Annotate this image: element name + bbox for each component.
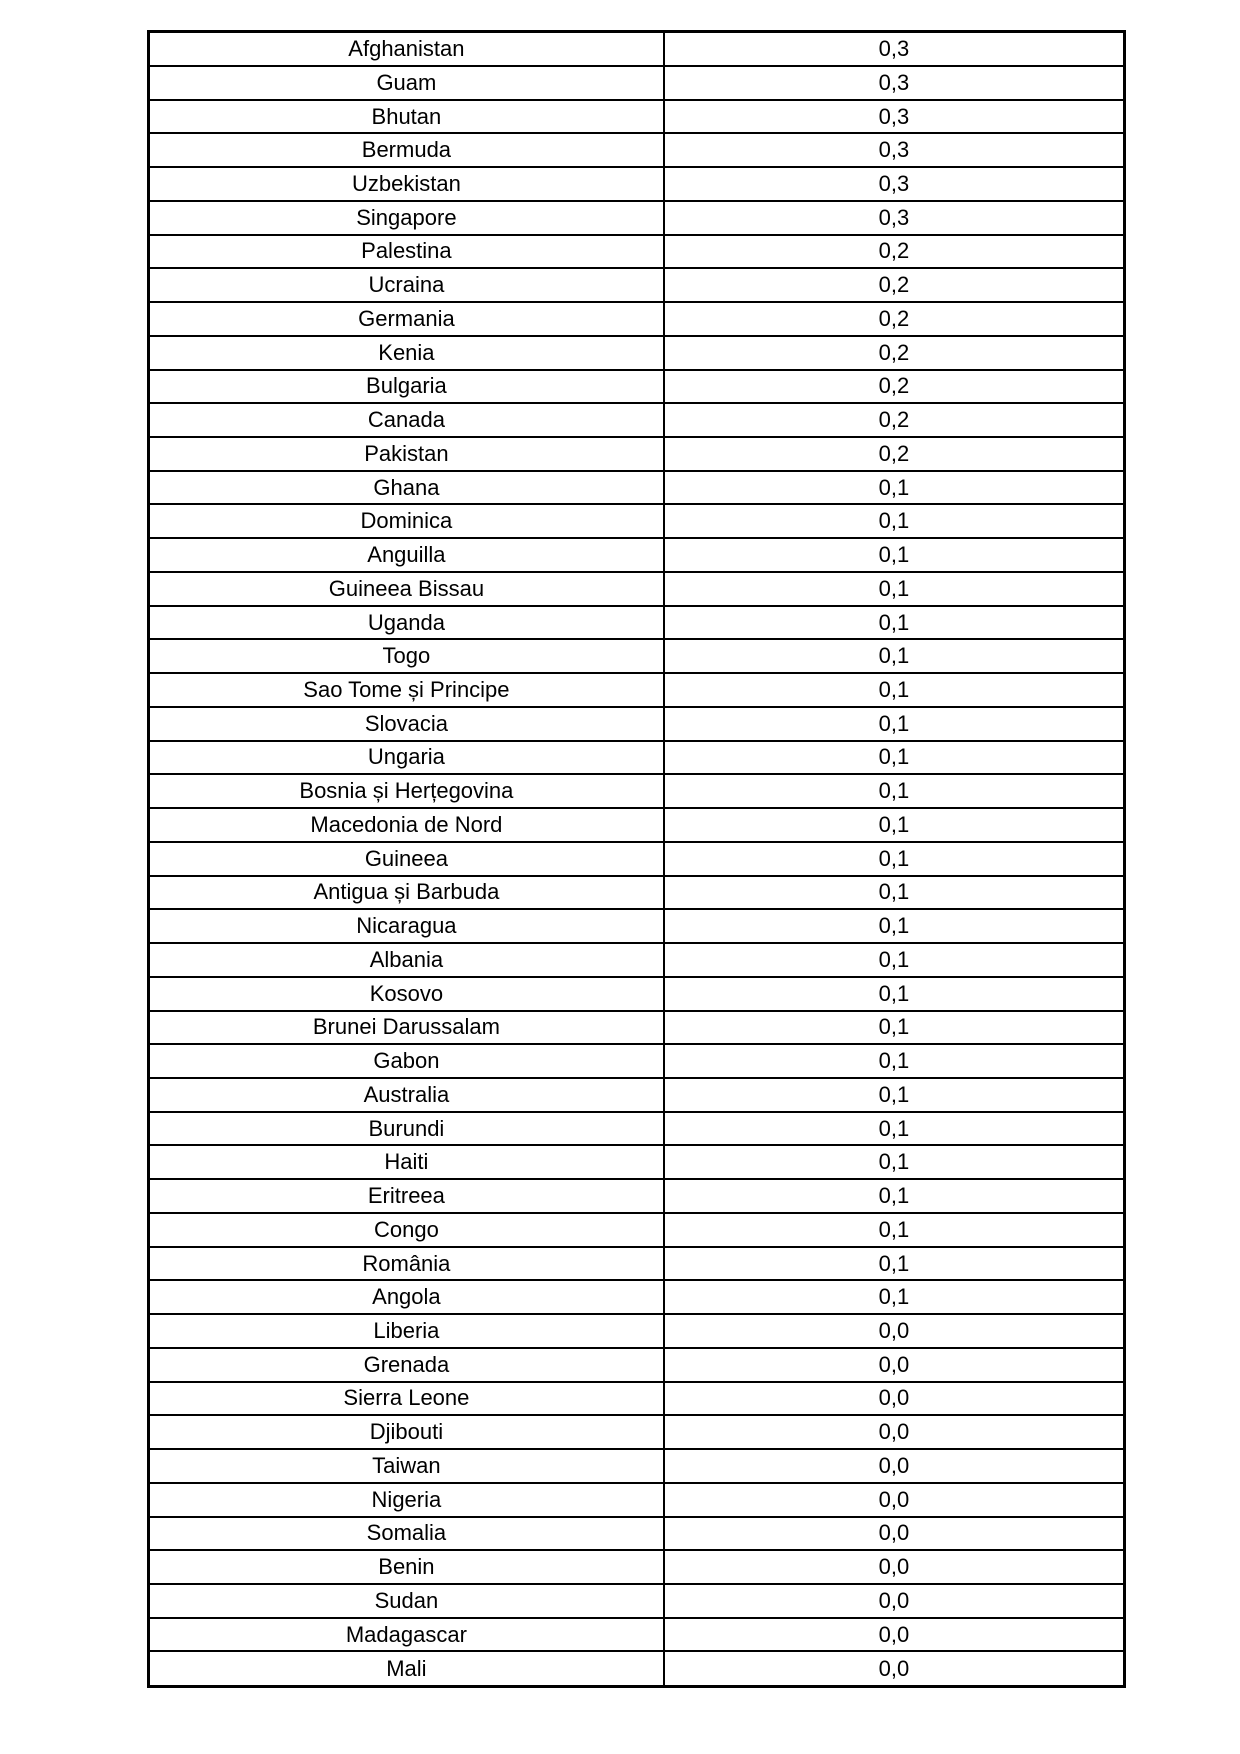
value-cell: 0,1 (664, 1011, 1125, 1045)
country-cell: Kosovo (149, 977, 664, 1011)
country-cell: Liberia (149, 1314, 664, 1348)
value-cell: 0,3 (664, 100, 1125, 134)
value-cell: 0,1 (664, 774, 1125, 808)
country-cell: Bosnia și Herțegovina (149, 774, 664, 808)
table-row (149, 403, 1125, 437)
country-cell: Ghana (149, 471, 664, 505)
country-cell: Bulgaria (149, 370, 664, 404)
table-row (149, 133, 1125, 167)
value-cell: 0,1 (664, 1247, 1125, 1281)
country-cell: Sierra Leone (149, 1382, 664, 1416)
table-body (149, 32, 1125, 1687)
country-cell: Pakistan (149, 437, 664, 471)
country-cell: Sudan (149, 1584, 664, 1618)
value-cell: 0,3 (664, 32, 1125, 66)
country-cell: Taiwan (149, 1449, 664, 1483)
value-cell: 0,1 (664, 673, 1125, 707)
table-row (149, 1550, 1125, 1584)
country-cell: Macedonia de Nord (149, 808, 664, 842)
table-row (149, 1145, 1125, 1179)
country-cell: Germania (149, 302, 664, 336)
value-cell: 0,0 (664, 1517, 1125, 1551)
value-cell: 0,1 (664, 1078, 1125, 1112)
country-cell: Grenada (149, 1348, 664, 1382)
value-cell: 0,3 (664, 167, 1125, 201)
table-row (149, 876, 1125, 910)
country-cell: Benin (149, 1550, 664, 1584)
table-row (149, 370, 1125, 404)
country-cell: Burundi (149, 1112, 664, 1146)
table-row (149, 1618, 1125, 1652)
value-cell: 0,1 (664, 1213, 1125, 1247)
country-cell: Dominica (149, 504, 664, 538)
table-row (149, 977, 1125, 1011)
value-cell: 0,1 (664, 471, 1125, 505)
value-cell: 0,1 (664, 1044, 1125, 1078)
table-row (149, 1651, 1125, 1686)
value-cell: 0,2 (664, 268, 1125, 302)
value-cell: 0,1 (664, 876, 1125, 910)
table-row (149, 1348, 1125, 1382)
country-cell: Angola (149, 1280, 664, 1314)
country-cell: Haiti (149, 1145, 664, 1179)
country-cell: Albania (149, 943, 664, 977)
country-cell: Kenia (149, 336, 664, 370)
table-row (149, 437, 1125, 471)
value-cell: 0,1 (664, 538, 1125, 572)
value-cell: 0,0 (664, 1348, 1125, 1382)
table-row (149, 1078, 1125, 1112)
table-row (149, 268, 1125, 302)
value-cell: 0,3 (664, 66, 1125, 100)
table-row (149, 538, 1125, 572)
country-cell: Anguilla (149, 538, 664, 572)
country-cell: Ucraina (149, 268, 664, 302)
table-row (149, 1483, 1125, 1517)
value-cell: 0,1 (664, 943, 1125, 977)
table-row (149, 808, 1125, 842)
table-row (149, 100, 1125, 134)
value-cell: 0,1 (664, 1112, 1125, 1146)
table-row (149, 1415, 1125, 1449)
country-value-table (147, 30, 1126, 1688)
country-cell: Brunei Darussalam (149, 1011, 664, 1045)
table-row (149, 1280, 1125, 1314)
country-cell: Singapore (149, 201, 664, 235)
value-cell: 0,2 (664, 370, 1125, 404)
table-row (149, 741, 1125, 775)
value-cell: 0,1 (664, 808, 1125, 842)
value-cell: 0,0 (664, 1382, 1125, 1416)
table-row (149, 66, 1125, 100)
country-cell: Ungaria (149, 741, 664, 775)
country-cell: Guineea Bissau (149, 572, 664, 606)
table-row (149, 302, 1125, 336)
value-cell: 0,1 (664, 977, 1125, 1011)
country-cell: Uganda (149, 606, 664, 640)
value-cell: 0,0 (664, 1449, 1125, 1483)
country-cell: Mali (149, 1651, 664, 1686)
country-cell: Djibouti (149, 1415, 664, 1449)
table-row (149, 943, 1125, 977)
value-cell: 0,0 (664, 1415, 1125, 1449)
country-cell: Guineea (149, 842, 664, 876)
value-cell: 0,3 (664, 133, 1125, 167)
country-cell: Antigua și Barbuda (149, 876, 664, 910)
country-cell: Somalia (149, 1517, 664, 1551)
value-cell: 0,1 (664, 741, 1125, 775)
table-row (149, 1247, 1125, 1281)
value-cell: 0,0 (664, 1483, 1125, 1517)
country-cell: Gabon (149, 1044, 664, 1078)
table-row (149, 1382, 1125, 1416)
country-cell: Slovacia (149, 707, 664, 741)
value-cell: 0,1 (664, 909, 1125, 943)
value-cell: 0,1 (664, 1145, 1125, 1179)
value-cell: 0,1 (664, 504, 1125, 538)
country-cell: Nicaragua (149, 909, 664, 943)
value-cell: 0,1 (664, 606, 1125, 640)
country-cell: Sao Tome și Principe (149, 673, 664, 707)
value-cell: 0,1 (664, 842, 1125, 876)
country-cell: Nigeria (149, 1483, 664, 1517)
country-cell: Eritreea (149, 1179, 664, 1213)
value-cell: 0,2 (664, 235, 1125, 269)
country-cell: Madagascar (149, 1618, 664, 1652)
table-row (149, 201, 1125, 235)
table-row (149, 639, 1125, 673)
table-row (149, 1584, 1125, 1618)
table-row (149, 572, 1125, 606)
table-row (149, 1011, 1125, 1045)
value-cell: 0,3 (664, 201, 1125, 235)
value-cell: 0,0 (664, 1314, 1125, 1348)
table-row (149, 1112, 1125, 1146)
country-cell: Canada (149, 403, 664, 437)
table-row (149, 1179, 1125, 1213)
value-cell: 0,2 (664, 336, 1125, 370)
value-cell: 0,0 (664, 1584, 1125, 1618)
table-row (149, 167, 1125, 201)
country-cell: Bermuda (149, 133, 664, 167)
country-cell: Uzbekistan (149, 167, 664, 201)
value-cell: 0,2 (664, 302, 1125, 336)
value-cell: 0,1 (664, 1280, 1125, 1314)
table-row (149, 606, 1125, 640)
table-row (149, 673, 1125, 707)
table-row (149, 336, 1125, 370)
table-row (149, 1517, 1125, 1551)
table-row (149, 504, 1125, 538)
value-cell: 0,2 (664, 437, 1125, 471)
country-cell: Togo (149, 639, 664, 673)
table-row (149, 1449, 1125, 1483)
value-cell: 0,0 (664, 1651, 1125, 1686)
table-row (149, 774, 1125, 808)
value-cell: 0,0 (664, 1550, 1125, 1584)
value-cell: 0,0 (664, 1618, 1125, 1652)
country-cell: Australia (149, 1078, 664, 1112)
value-cell: 0,2 (664, 403, 1125, 437)
table-row (149, 707, 1125, 741)
country-cell: Palestina (149, 235, 664, 269)
country-cell: Afghanistan (149, 32, 664, 66)
country-cell: Bhutan (149, 100, 664, 134)
country-cell: Congo (149, 1213, 664, 1247)
country-cell: Guam (149, 66, 664, 100)
table-row (149, 235, 1125, 269)
table-row (149, 909, 1125, 943)
table-row (149, 1044, 1125, 1078)
table-row (149, 1213, 1125, 1247)
table-row (149, 32, 1125, 66)
table-row (149, 471, 1125, 505)
table-row (149, 842, 1125, 876)
country-cell: România (149, 1247, 664, 1281)
value-cell: 0,1 (664, 572, 1125, 606)
value-cell: 0,1 (664, 1179, 1125, 1213)
value-cell: 0,1 (664, 639, 1125, 673)
table-row (149, 1314, 1125, 1348)
value-cell: 0,1 (664, 707, 1125, 741)
